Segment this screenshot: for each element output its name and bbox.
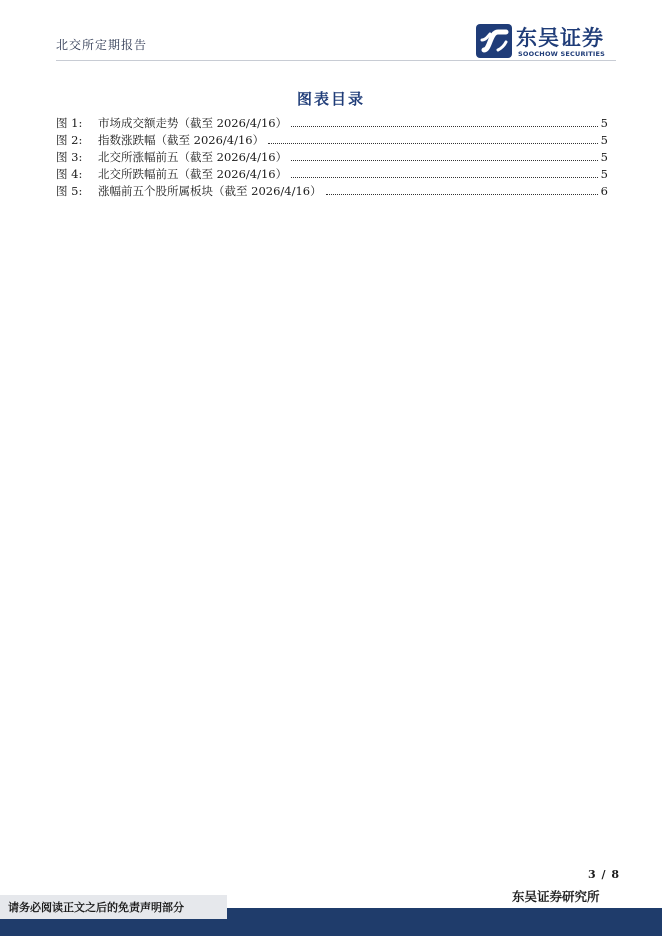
toc-item-page: 5 — [600, 167, 608, 181]
company-logo — [476, 22, 616, 60]
logo-english-name: SOOCHOW SECURITIES — [518, 50, 606, 58]
toc-title: 图表目录 — [296, 90, 365, 108]
toc-item-label: 图 3: — [56, 150, 83, 164]
page-number: 3 / 8 — [588, 868, 620, 881]
report-type: 北交所定期报告 — [56, 38, 148, 52]
toc-dot-leader — [291, 116, 598, 127]
toc-item[interactable] — [56, 132, 608, 149]
disclaimer-box — [0, 895, 227, 919]
toc-item-text: 市场成交额走势（截至 2026/4/16） — [98, 116, 288, 130]
logo-name: 东吴证券 — [516, 26, 604, 50]
footer-firm-name: 东吴证券研究所 — [512, 889, 600, 904]
disclaimer-text: 请务必阅读正文之后的免责声明部分 — [8, 901, 184, 914]
toc-item-page: 5 — [600, 133, 608, 147]
toc-dot-leader — [326, 184, 598, 195]
toc-item-label: 图 4: — [56, 167, 83, 181]
header-divider — [56, 60, 616, 61]
toc-item[interactable] — [56, 183, 608, 200]
toc-item-page: 5 — [600, 150, 608, 164]
toc-item-text: 北交所跌幅前五（截至 2026/4/16） — [98, 167, 288, 181]
toc-item-page: 5 — [600, 116, 608, 130]
toc-dot-leader — [291, 167, 598, 178]
toc-item-label: 图 5: — [56, 184, 83, 198]
toc-item-text: 指数涨跌幅（截至 2026/4/16） — [98, 133, 265, 147]
toc-dot-leader — [291, 150, 598, 161]
toc-item-text: 北交所涨幅前五（截至 2026/4/16） — [98, 150, 288, 164]
toc-list — [56, 115, 608, 200]
toc-item-label: 图 1: — [56, 116, 83, 130]
toc-item-text: 涨幅前五个股所属板块（截至 2026/4/16） — [98, 184, 322, 198]
toc-item[interactable] — [56, 149, 608, 166]
toc-item-label: 图 2: — [56, 133, 83, 147]
toc-item-page: 6 — [600, 184, 608, 198]
toc-item[interactable] — [56, 166, 608, 183]
toc-item[interactable] — [56, 115, 608, 132]
soochow-logo-icon — [476, 24, 512, 58]
toc-dot-leader — [268, 133, 598, 144]
